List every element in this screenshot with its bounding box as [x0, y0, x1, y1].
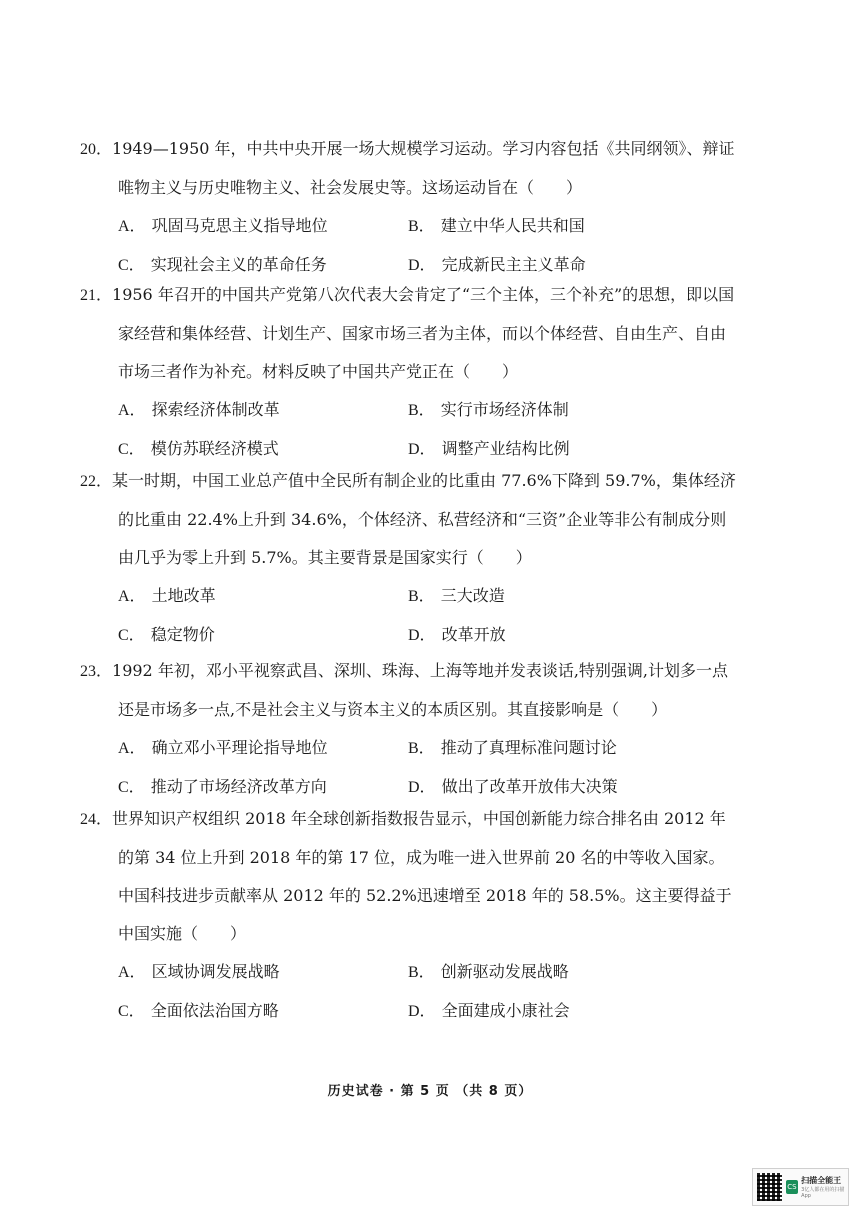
question-number: 21．	[80, 287, 113, 304]
option-letter: D．	[408, 627, 436, 644]
option-a	[118, 577, 408, 616]
options	[118, 391, 740, 469]
option-b	[408, 207, 738, 246]
option-b	[408, 391, 738, 430]
option-a	[118, 729, 408, 768]
question-number: 23．	[80, 663, 113, 680]
option-b	[408, 577, 738, 616]
question-stem	[80, 462, 740, 577]
option-d	[408, 992, 738, 1031]
question-21	[80, 276, 740, 469]
question-stem	[80, 800, 740, 953]
option-b	[408, 953, 738, 992]
option-text: 建立中华人民共和国	[440, 216, 585, 235]
option-text: 探索经济体制改革	[151, 400, 280, 419]
options	[118, 729, 740, 807]
question-stem	[80, 276, 740, 391]
option-letter: C．	[118, 1003, 145, 1020]
option-letter: C．	[118, 257, 145, 274]
option-text: 实现社会主义的革命任务	[150, 255, 327, 274]
options	[118, 953, 740, 1031]
question-text: 1992 年初，邓小平视察武昌、深圳、珠海、上海等地并发表谈话,特别强调,计划多一点还是市场多一点,不是社会主义与资本主义的本质区别。其直接影响是（ ）	[112, 661, 728, 719]
option-letter: B．	[408, 964, 435, 981]
option-a	[118, 953, 408, 992]
question-20	[80, 130, 740, 285]
option-text: 做出了改革开放伟大决策	[441, 777, 618, 796]
option-text: 三大改造	[440, 586, 505, 605]
option-text: 完成新民主主义革命	[441, 255, 586, 274]
option-text: 创新驱动发展战略	[440, 962, 569, 981]
option-text: 改革开放	[441, 625, 506, 644]
option-text: 推动了市场经济改革方向	[150, 777, 327, 796]
question-22	[80, 462, 740, 655]
option-letter: B．	[408, 402, 435, 419]
question-24	[80, 800, 740, 1031]
option-a	[118, 207, 408, 246]
option-text: 全面依法治国方略	[150, 1001, 279, 1020]
watermark-title: 扫描全能王	[801, 1176, 842, 1185]
option-text: 推动了真理标准问题讨论	[440, 738, 617, 757]
question-text: 1949—1950 年，中共中央开展一场大规模学习运动。学习内容包括《共同纲领》、辩证唯物主义与历史唯物主义、社会发展史等。这场运动旨在（ ）	[112, 139, 735, 197]
option-letter: A．	[118, 218, 146, 235]
option-a	[118, 391, 408, 430]
question-23	[80, 652, 740, 807]
qr-code-icon	[757, 1173, 782, 1201]
question-text: 1956 年召开的中国共产党第八次代表大会肯定了“三个主体，三个补充”的思想，即以国家经营和集体经营、计划生产、国家市场三者为主体，而以个体经营、自由生产、自由市场三者作为补充。材料反映了中国共产党正在（ ）	[112, 285, 735, 381]
question-stem	[80, 130, 740, 207]
options	[118, 207, 740, 285]
option-letter: D．	[408, 779, 436, 796]
page-footer: 历史试卷 · 第 5 页 （共 8 页）	[327, 1084, 533, 1099]
question-text: 世界知识产权组织 2018 年全球创新指数报告显示，中国创新能力综合排名由 2012 年的第 34 位上升到 2018 年的第 17 位，成为唯一进入世界前 20 名的中等收入国家。中国科技进步贡献率从 2012 年的 52.2%迅速增至 2018 年的 58.5%。这主要得益于中国实施（ ）	[112, 809, 732, 943]
option-c	[118, 616, 408, 655]
option-letter: C．	[118, 779, 145, 796]
option-text: 调整产业结构比例	[441, 439, 570, 458]
option-c	[118, 992, 408, 1031]
option-text: 全面建成小康社会	[441, 1001, 570, 1020]
option-text: 稳定物价	[150, 625, 215, 644]
option-text: 实行市场经济体制	[440, 400, 569, 419]
question-number: 24．	[80, 811, 113, 828]
option-text: 模仿苏联经济模式	[150, 439, 279, 458]
option-text: 确立邓小平理论指导地位	[151, 738, 328, 757]
option-letter: D．	[408, 441, 436, 458]
option-letter: A．	[118, 402, 146, 419]
option-text: 巩固马克思主义指导地位	[151, 216, 328, 235]
camscanner-logo: CS	[786, 1180, 798, 1194]
question-text: 某一时期，中国工业总产值中全民所有制企业的比重由 77.6%下降到 59.7%，集体经济的比重由 22.4%上升到 34.6%，个体经济、私营经济和“三资”企业等非公有制成分则由几乎为零上升到 5.7%。其主要背景是国家实行（ ）	[112, 471, 736, 567]
option-letter: C．	[118, 441, 145, 458]
option-letter: B．	[408, 740, 435, 757]
question-stem	[80, 652, 740, 729]
option-b	[408, 729, 738, 768]
option-letter: A．	[118, 740, 146, 757]
watermark-text	[801, 1175, 848, 1199]
question-number: 20．	[80, 141, 113, 158]
scanner-watermark	[752, 1168, 849, 1206]
option-text: 土地改革	[151, 586, 216, 605]
option-letter: B．	[408, 588, 435, 605]
options	[118, 577, 740, 655]
watermark-subtitle: 3亿人都在用的扫描App	[801, 1187, 845, 1199]
option-letter: A．	[118, 964, 146, 981]
option-letter: D．	[408, 1003, 436, 1020]
option-d	[408, 616, 738, 655]
option-letter: C．	[118, 627, 145, 644]
option-letter: A．	[118, 588, 146, 605]
option-text: 区域协调发展战略	[151, 962, 280, 981]
question-number: 22．	[80, 473, 113, 490]
option-letter: D．	[408, 257, 436, 274]
option-letter: B．	[408, 218, 435, 235]
